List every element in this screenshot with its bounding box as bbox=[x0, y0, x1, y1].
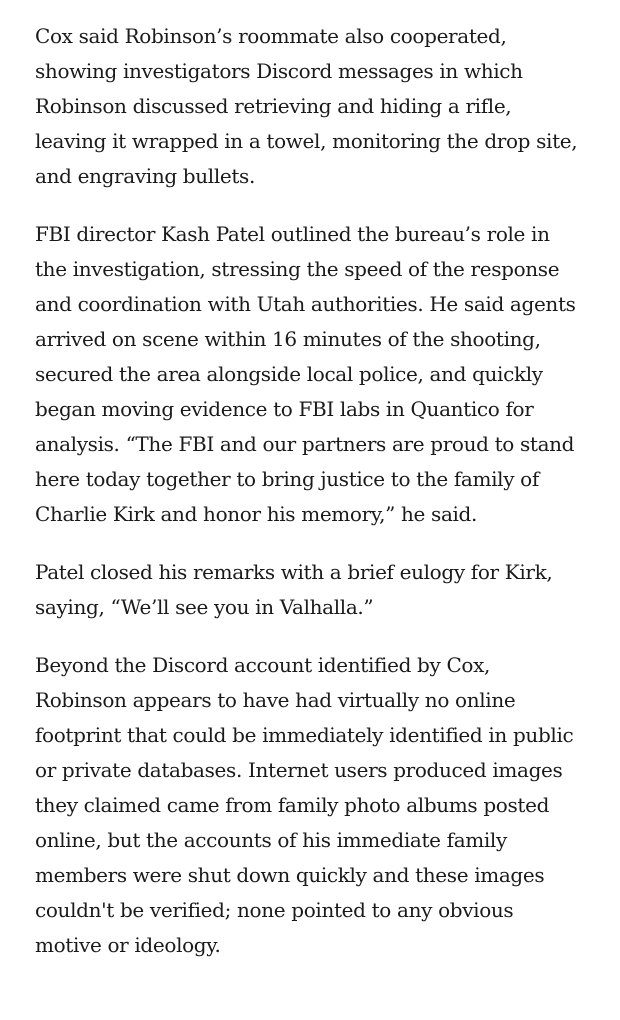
paragraph-fbi-director-statement: FBI director Kash Patel outlined the bureau’s role in the investigation, stressing the speed of the response and coordination with Utah authorities. He said agents arrived on scene within 16 minutes of the shooting, secured the area alongside local police, and quickly began moving evidence to FBI labs in Quantico for analysis. “The FBI and our partners are proud to stand here today together to bring justice to the family of Charlie Kirk and honor his memory,” he said. bbox=[35, 222, 576, 526]
paragraph-online-footprint: Beyond the Discord account identified by Cox, Robinson appears to have had virtually no online footprint that could be immediately identified in public or private databases. Internet users produced images they claimed came from family photo albums posted online, but the accounts of his immediate family members were shut down quickly and these images couldn't be verified; none pointed to any obvious motive or ideology. bbox=[35, 653, 574, 957]
paragraph-patel-eulogy: Patel closed his remarks with a brief eulogy for Kirk, saying, “We’ll see you in Valhalla.” bbox=[35, 560, 553, 619]
paragraph-roommate-cooperation: Cox said Robinson’s roommate also cooperated, showing investigators Discord messages in which Robinson discussed retrieving and hiding a rifle, leaving it wrapped in a towel, monitoring the drop site, and engraving bullets. bbox=[35, 24, 578, 188]
